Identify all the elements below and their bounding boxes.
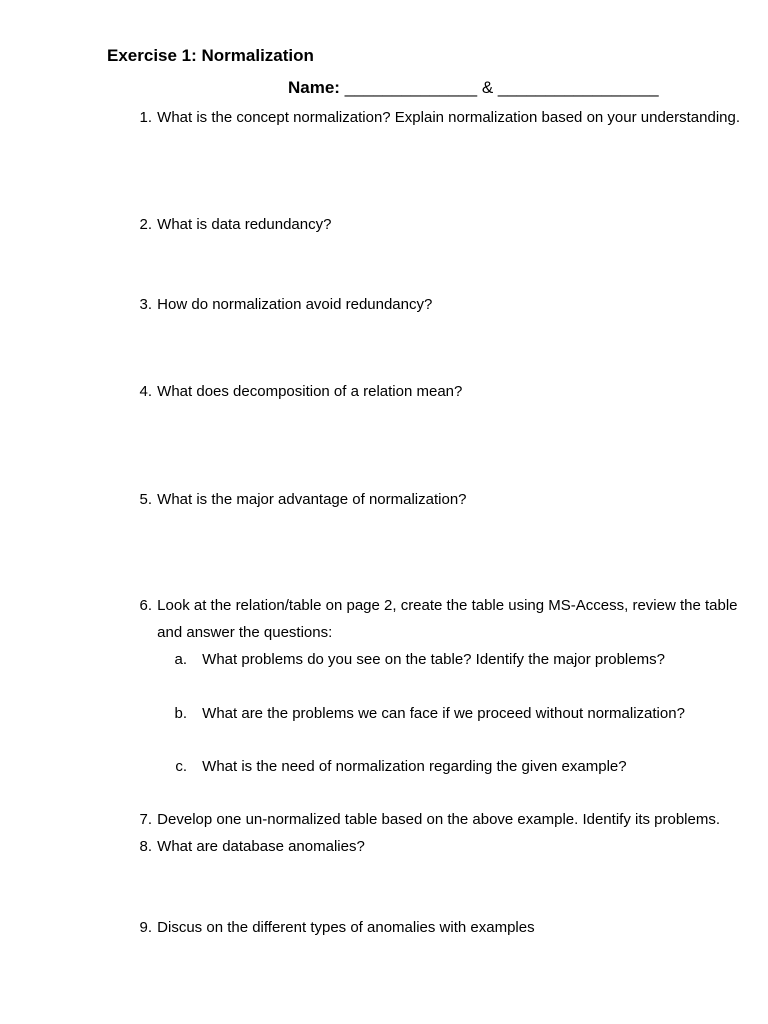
name-blank-2: _________________: [497, 78, 659, 97]
ampersand: &: [481, 78, 494, 97]
question-number: 6.: [139, 597, 152, 614]
question-7: [120, 806, 760, 833]
name-blank-1: ______________: [344, 78, 478, 97]
question-3: [120, 291, 760, 318]
question-5: [120, 486, 760, 513]
question-9: [120, 914, 760, 941]
question-text: How do normalization avoid redundancy?: [157, 296, 433, 313]
question-number: 4.: [139, 383, 152, 400]
question-number: 1.: [139, 109, 152, 126]
question-1: [120, 104, 760, 131]
subquestion-text: What is the need of normalization regarding the given example?: [202, 758, 627, 775]
question-text: Develop one un-normalized table based on the above example. Identify its problems.: [157, 811, 721, 828]
subquestion-letter: a.: [174, 651, 187, 668]
subquestion-a: [165, 646, 665, 673]
question-text: Look at the relation/table on page 2, create the table using MS-Access, review the table and answer the questions:: [157, 597, 738, 641]
subquestion-text: What problems do you see on the table? Identify the major problems?: [202, 651, 665, 668]
question-text: What is the major advantage of normalization?: [157, 491, 467, 508]
subquestion-text: What are the problems we can face if we proceed without normalization?: [202, 705, 685, 722]
question-number: 7.: [139, 811, 152, 828]
question-number: 5.: [139, 491, 152, 508]
question-text: What is data redundancy?: [157, 216, 332, 233]
question-2: [120, 211, 760, 238]
question-text: What are database anomalies?: [157, 838, 365, 855]
question-text: What is the concept normalization? Explain normalization based on your understanding.: [157, 109, 741, 126]
subquestion-c: [165, 753, 627, 780]
question-number: 2.: [139, 216, 152, 233]
question-number: 3.: [139, 296, 152, 313]
question-4: [120, 378, 760, 405]
name-label: Name:: [288, 78, 340, 97]
question-number: 9.: [139, 919, 152, 936]
page-title: Exercise 1: Normalization: [107, 46, 314, 65]
subquestion-b: [165, 700, 685, 727]
name-line: [288, 78, 659, 98]
question-text: Discus on the different types of anomalies with examples: [157, 919, 535, 936]
question-6: [120, 592, 760, 646]
subquestion-letter: b.: [174, 705, 187, 722]
question-text: What does decomposition of a relation mean?: [157, 383, 463, 400]
question-8: [120, 833, 760, 860]
subquestion-letter: c.: [175, 758, 187, 775]
question-number: 8.: [139, 838, 152, 855]
